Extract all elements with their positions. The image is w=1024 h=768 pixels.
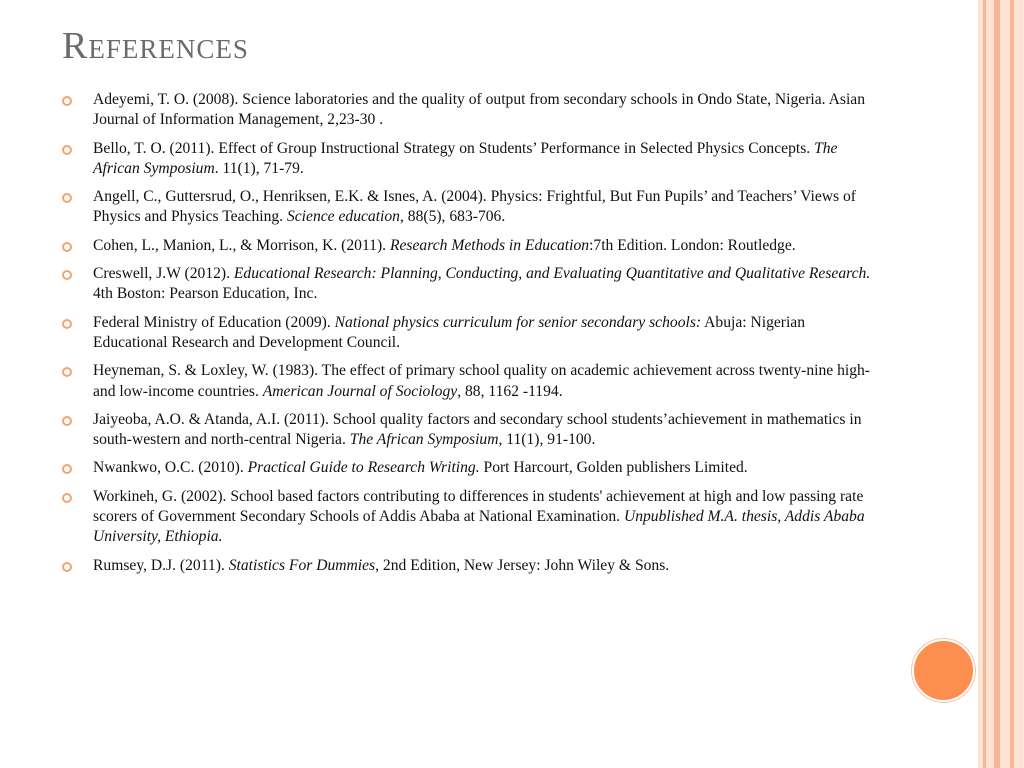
- reference-italic-text: The African Symposium: [349, 431, 499, 449]
- bullet-icon: [62, 562, 72, 572]
- reference-text: , 11(1), 91-100.: [498, 431, 596, 449]
- reference-italic-text: Practical Guide to Research Writing.: [247, 459, 480, 477]
- reference-italic-text: Research Methods in Education: [389, 236, 590, 254]
- reference-italic-text: The African Symposium: [93, 139, 838, 177]
- reference-text: , 2nd Edition, New Jersey: John Wiley & Sons.: [375, 556, 670, 574]
- reference-text: Abuja: Nigerian Educational Research and Development Council.: [93, 313, 806, 351]
- bullet-icon: [62, 145, 72, 155]
- reference-text: , 88(5), 683-706.: [399, 208, 506, 226]
- reference-text: Port Harcourt, Golden publishers Limited.: [479, 459, 748, 477]
- reference-italic-text: American Journal of Sociology: [262, 382, 458, 400]
- bullet-icon: [62, 242, 72, 252]
- bullet-icon: [62, 493, 72, 503]
- reference-text: Adeyemi, T. O. (2008). Science laboratories and the quality of output from secondary schools in Ondo State, Nigeria. Asian Journal of Information Management, 2,23-30 .: [93, 91, 865, 129]
- reference-text: Nwankwo, O.C. (2010).: [93, 459, 248, 477]
- reference-text: Jaiyeoba, A.O. & Atanda, A.I. (2011). School quality factors and secondary school students’achievement in mathematics in south-western and north-central Nigeria.: [93, 410, 862, 449]
- reference-list: [62, 90, 882, 584]
- stripe: [986, 0, 994, 768]
- reference-item: [62, 90, 882, 131]
- bullet-icon: [62, 416, 72, 426]
- bullet-icon: [62, 464, 72, 474]
- reference-item: [62, 139, 882, 180]
- reference-text: Creswell, J.W (2012).: [93, 265, 234, 283]
- reference-text: Federal Ministry of Education (2009).: [93, 313, 335, 331]
- reference-text: Workineh, G. (2002). School based factors contributing to differences in students' achievement at high and low passing rate scorers of Government Secondary Schools of Addis Ababa at National Examination.: [93, 487, 864, 526]
- decorative-stripes: [978, 0, 1024, 768]
- reference-item: [62, 556, 882, 576]
- reference-item: [62, 264, 882, 305]
- reference-text: Rumsey, D.J. (2011).: [93, 556, 229, 574]
- reference-text: Bello, T. O. (2011). Effect of Group Instructional Strategy on Students’ Performance in Selected Physics Concepts.: [93, 139, 815, 157]
- reference-text: :7th Edition. London: Routledge.: [589, 236, 796, 254]
- reference-text: . 11(1), 71-79.: [214, 159, 304, 177]
- reference-text: 4th Boston: Pearson Education, Inc.: [93, 285, 318, 303]
- reference-item: [62, 361, 882, 402]
- reference-italic-text: Unpublished M.A. thesis, Addis Ababa University, Ethiopia.: [93, 508, 865, 546]
- reference-italic-text: Educational Research: Planning, Conducting, and Evaluating Quantitative and Qualitative Research.: [233, 265, 871, 283]
- reference-item: [62, 187, 882, 228]
- reference-item: [62, 236, 882, 256]
- bullet-icon: [62, 96, 72, 106]
- decorative-circle: [912, 639, 975, 702]
- bullet-icon: [62, 193, 72, 203]
- reference-item: [62, 458, 882, 478]
- reference-item: [62, 313, 882, 354]
- reference-text: Heyneman, S. & Loxley, W. (1983). The effect of primary school quality on academic achievement across twenty-nine high- and low-income countries.: [93, 362, 870, 400]
- bullet-icon: [62, 367, 72, 377]
- stripe: [1014, 0, 1024, 768]
- reference-item: [62, 487, 882, 548]
- reference-italic-text: Statistics For Dummies: [228, 556, 376, 574]
- stripe: [1000, 0, 1010, 768]
- bullet-icon: [62, 270, 72, 280]
- reference-italic-text: Science education: [286, 208, 400, 226]
- reference-text: Angell, C., Guttersrud, O., Henriksen, E.K. & Isnes, A. (2004). Physics: Frightful, But Fun Pupils’ and Teachers’ Views of Physics and Physics Teaching.: [93, 188, 857, 226]
- reference-text: Cohen, L., Manion, L., & Morrison, K. (2011).: [93, 236, 390, 254]
- reference-italic-text: National physics curriculum for senior secondary schools:: [334, 313, 702, 331]
- reference-text: , 88, 1162 -1194.: [457, 382, 563, 400]
- reference-item: [62, 410, 882, 451]
- bullet-icon: [62, 319, 72, 329]
- page-title: References: [62, 25, 249, 67]
